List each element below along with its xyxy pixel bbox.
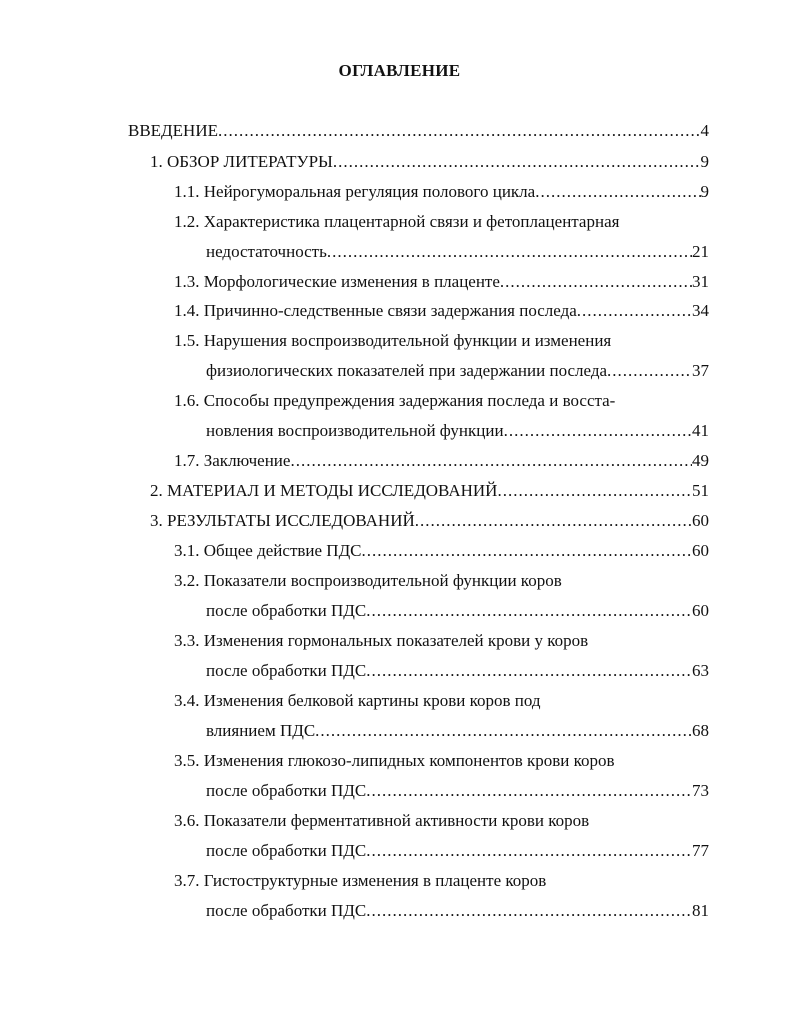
leader-dots [333, 151, 701, 173]
toc-entry-3-3-line1[interactable]: 3.3. Изменения гормональных показателей крови у коров [174, 631, 589, 650]
toc-entry-1-3[interactable] [174, 271, 709, 293]
leader-dots [218, 120, 701, 142]
toc-entry-text: недостаточность [206, 242, 327, 261]
toc-entry-text: 1.3. Морфологические изменения в плаценте [174, 272, 500, 291]
leader-dots [327, 241, 692, 263]
toc-entry-3-2[interactable] [206, 600, 709, 622]
toc-entry-text: 2. МАТЕРИАЛ И МЕТОДЫ ИССЛЕДОВАНИЙ [150, 481, 498, 500]
toc-entry-text: 1.1. Нейрогуморальная регуляция полового цикла [174, 182, 536, 201]
toc-entry-3-7[interactable] [206, 900, 709, 922]
toc-entry-page: 37 [692, 361, 709, 380]
leader-dots [366, 600, 692, 622]
toc-entry-text: после обработки ПДС [206, 781, 367, 800]
toc-entry-3-4[interactable] [206, 720, 709, 742]
leader-dots [366, 900, 692, 922]
toc-entry-1-6-line1[interactable]: 1.6. Способы предупреждения задержания последа и восста- [174, 391, 616, 410]
leader-dots [500, 271, 692, 293]
leader-dots [415, 510, 692, 532]
toc-entry-text: ВВЕДЕНИЕ [128, 121, 218, 140]
toc-entry-1-5[interactable] [206, 360, 709, 382]
toc-entry-chapter-2[interactable] [150, 480, 709, 502]
toc-entry-1-5-line1[interactable]: 1.5. Нарушения воспроизводительной функции и изменения [174, 331, 612, 350]
toc-entry-page: 41 [692, 421, 709, 440]
toc-entry-chapter-1[interactable] [150, 151, 709, 173]
toc-entry-page: 9 [700, 182, 709, 201]
toc-entry-page: 60 [692, 541, 709, 560]
toc-entry-text: 3.1. Общее действие ПДС [174, 541, 362, 560]
toc-entry-1-7[interactable] [174, 450, 709, 472]
toc-entry-3-6[interactable] [206, 840, 709, 862]
toc-entry-introduction[interactable] [128, 120, 709, 142]
toc-entry-chapter-3[interactable] [150, 510, 709, 532]
toc-entry-3-7-line1[interactable]: 3.7. Гистоструктурные изменения в плаценте коров [174, 871, 547, 890]
toc-entry-page: 4 [700, 121, 709, 140]
toc-entry-3-1[interactable] [174, 540, 709, 562]
toc-entry-text: физиологических показателей при задержании последа [206, 361, 608, 380]
toc-entry-text: после обработки ПДС [206, 601, 367, 620]
toc-entry-page: 60 [692, 511, 709, 530]
leader-dots [535, 181, 700, 203]
toc-entry-3-4-line1[interactable]: 3.4. Изменения белковой картины крови коров под [174, 691, 541, 710]
toc-entry-1-2-line1[interactable]: 1.2. Характеристика плацентарной связи и фетоплацентарная [174, 212, 620, 231]
toc-entry-page: 77 [692, 841, 709, 860]
toc-entry-text: 1.4. Причинно-следственные связи задержания последа [174, 301, 577, 320]
toc-entry-text: новления воспроизводительной функции [206, 421, 504, 440]
leader-dots [315, 720, 692, 742]
toc-entry-text: влиянием ПДС [206, 721, 316, 740]
toc-entry-page: 81 [692, 901, 709, 920]
toc-entry-3-5[interactable] [206, 780, 709, 802]
toc-entry-text: после обработки ПДС [206, 841, 367, 860]
toc-entry-1-6[interactable] [206, 420, 709, 442]
toc-entry-page: 21 [692, 242, 709, 261]
toc-entry-text: 1.7. Заключение [174, 451, 291, 470]
leader-dots [366, 840, 692, 862]
toc-entry-page: 34 [692, 301, 709, 320]
leader-dots [290, 450, 692, 472]
toc-entry-text: после обработки ПДС [206, 661, 367, 680]
toc-entry-1-4[interactable] [174, 300, 709, 322]
toc-entry-1-2[interactable] [206, 241, 709, 263]
toc-entry-page: 60 [692, 601, 709, 620]
toc-entry-page: 9 [700, 152, 709, 171]
toc-entry-page: 51 [692, 481, 709, 500]
toc-entry-text: 1. ОБЗОР ЛИТЕРАТУРЫ [150, 152, 333, 171]
toc-entry-page: 73 [692, 781, 709, 800]
toc-entry-text: после обработки ПДС [206, 901, 367, 920]
toc-entry-3-2-line1[interactable]: 3.2. Показатели воспроизводительной функции коров [174, 571, 562, 590]
toc-entry-3-3[interactable] [206, 660, 709, 682]
leader-dots [497, 480, 692, 502]
leader-dots [366, 780, 692, 802]
toc-entry-3-5-line1[interactable]: 3.5. Изменения глюкозо-липидных компонентов крови коров [174, 751, 615, 770]
leader-dots [504, 420, 692, 442]
page-title: ОГЛАВЛЕНИЕ [338, 61, 461, 80]
toc-entry-page: 68 [692, 721, 709, 740]
toc-entry-3-6-line1[interactable]: 3.6. Показатели ферментативной активности крови коров [174, 811, 590, 830]
toc-entry-page: 63 [692, 661, 709, 680]
toc-entry-1-1[interactable] [174, 181, 709, 203]
leader-dots [366, 660, 692, 682]
leader-dots [607, 360, 692, 382]
toc-entry-text: 3. РЕЗУЛЬТАТЫ ИССЛЕДОВАНИЙ [150, 511, 415, 530]
leader-dots [577, 300, 692, 322]
toc-entry-page: 31 [692, 272, 709, 291]
leader-dots [362, 540, 692, 562]
toc-entry-page: 49 [692, 451, 709, 470]
